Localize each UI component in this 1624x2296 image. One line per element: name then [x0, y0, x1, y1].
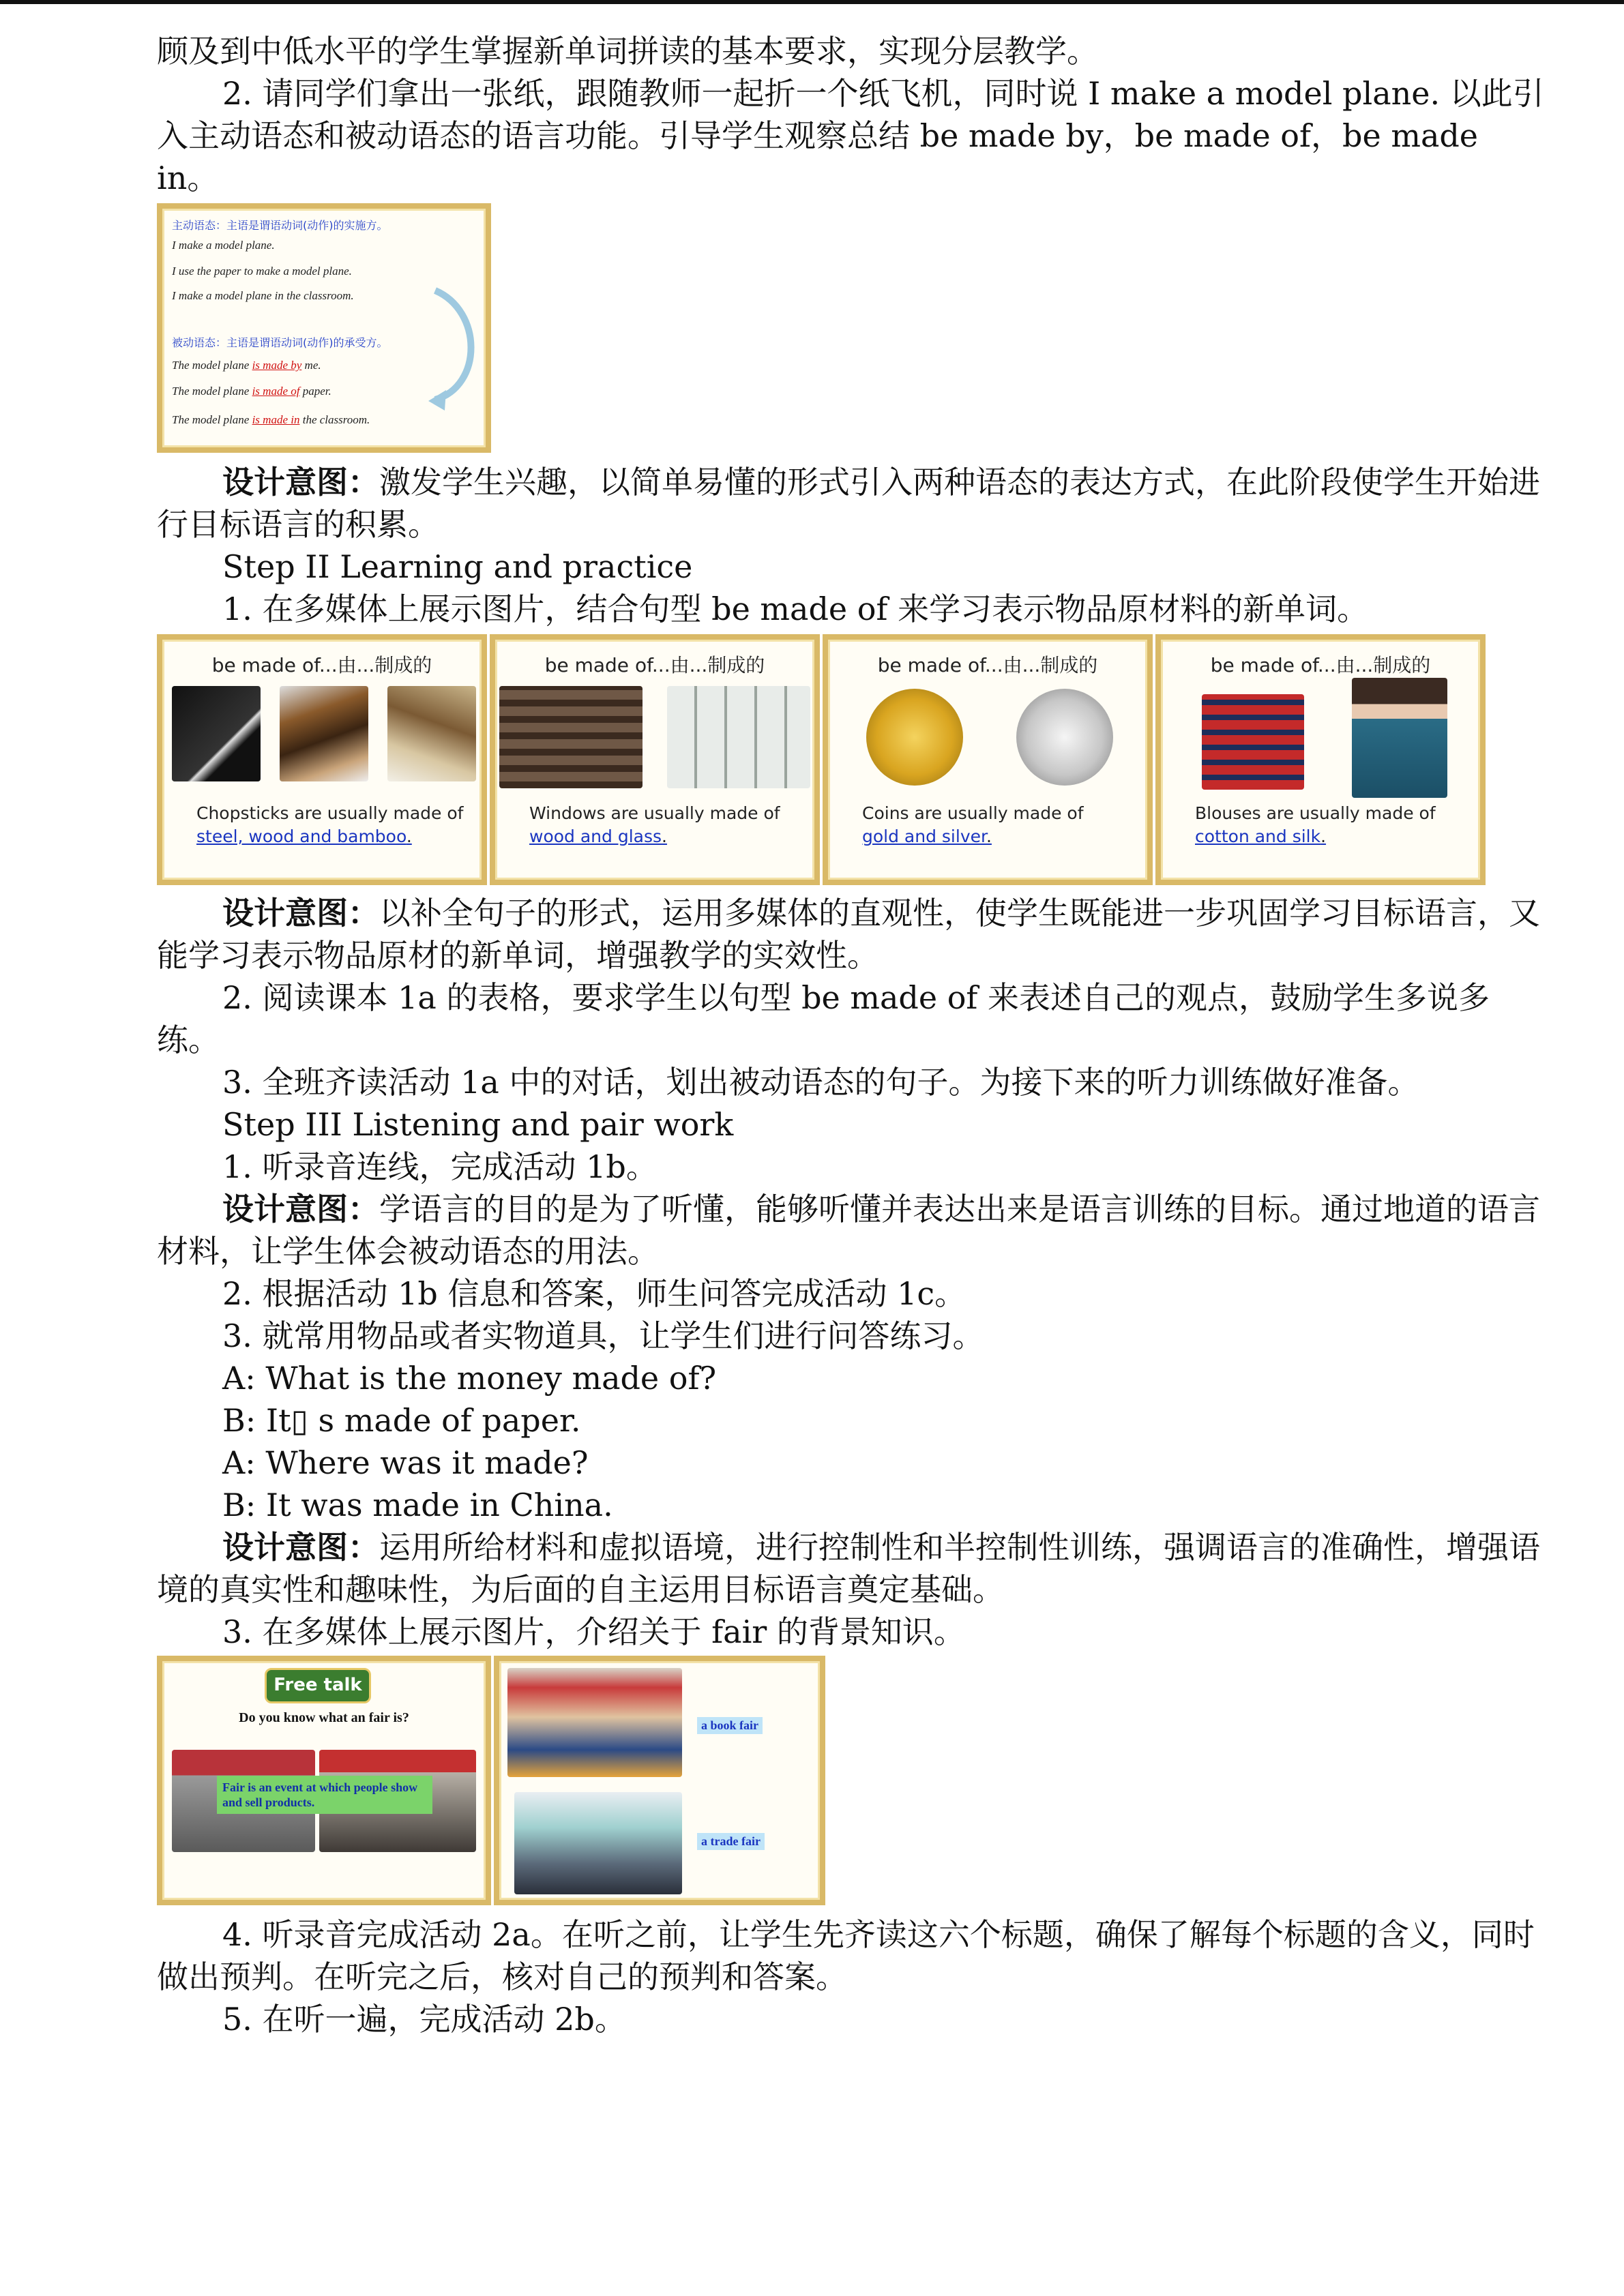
coins-slide — [823, 634, 1153, 885]
silver-coin-photo — [1016, 689, 1113, 786]
book-fair-label: a book fair — [697, 1717, 763, 1734]
chopsticks-photo — [172, 686, 261, 781]
blouses-slide — [1155, 634, 1486, 885]
glass-window-photo — [667, 686, 810, 788]
material-slides-row — [157, 634, 1548, 885]
step-3-heading: Step III Listening and pair work — [222, 1106, 734, 1143]
bamboo-chopsticks-photo — [387, 686, 476, 781]
book-fair-photo — [507, 1668, 682, 1777]
design-intent-3: 设计意图：学语言的目的是为了听懂，能够听懂并表达出来是语言训练的目标。通过地道的语言材料，让学生体会被动语态的用法。 — [157, 1191, 1540, 1270]
chopsticks-slide — [157, 634, 487, 885]
plaid-shirt-photo — [1202, 694, 1304, 790]
step-2-item-2: 2. 阅读课本 1a 的表格，要求学生以句型 be made of 来表述自己的观点，鼓励学生多说多练。 — [157, 979, 1490, 1058]
slide-caption: Chopsticks are usually made of — [196, 803, 464, 823]
wood-window-photo — [499, 686, 643, 788]
slide-caption: Coins are usually made of — [862, 803, 1084, 823]
fair-definition: Fair is an event at which people show and sell products. — [217, 1776, 432, 1814]
slide-title: be made of...由...制成的 — [877, 654, 1098, 676]
gold-coin-photo — [866, 689, 963, 786]
fair-types-slide — [494, 1656, 825, 1905]
design-intent-4: 设计意图：运用所给材料和虚拟语境，进行控制性和半控制性训练，强调语言的准确性，增强语境的真实性和趣味性，为后面的自主运用目标语言奠定基础。 — [157, 1529, 1540, 1608]
free-talk-slide — [157, 1656, 491, 1905]
step-2-item-3: 3. 全班齐读活动 1a 中的对话，划出被动语态的句子。为接下来的听力训练做好准备。 — [222, 1064, 1419, 1101]
passive-example: The model plane is made in the classroom. — [172, 413, 370, 426]
document-page — [157, 30, 1548, 2040]
active-example: I make a model plane. — [172, 239, 275, 252]
step-2-heading: Step II Learning and practice — [222, 548, 693, 585]
step-3-item-2: 2. 根据活动 1b 信息和答案，师生问答完成活动 1c。 — [222, 1275, 966, 1312]
dialogue-line: B: It▯ s made of paper. — [222, 1402, 581, 1439]
slide-answer: cotton and silk. — [1195, 826, 1327, 846]
passive-voice-heading: 被动语态：主语是谓语动词(动作)的承受方。 — [172, 336, 388, 349]
slide-answer: gold and silver. — [862, 826, 992, 846]
dialogue-line: A: What is the money made of? — [222, 1360, 717, 1397]
slide-title: be made of...由...制成的 — [211, 654, 432, 676]
dialogue-line: B: It was made in China. — [222, 1487, 613, 1523]
step-3-item-4: 4. 听录音完成活动 2a。在听之前，让学生先齐读这六个标题，确保了解每个标题的含义，同时做出预判。在听完之后，核对自己的预判和答案。 — [157, 1916, 1535, 1995]
slide-caption: Windows are usually made of — [529, 803, 780, 823]
active-example: I use the paper to make a model plane. — [172, 265, 352, 278]
step-3-item-1: 1. 听录音连线，完成活动 1b。 — [222, 1148, 658, 1185]
design-intent-2: 设计意图：以补全句子的形式，运用多媒体的直观性，使学生既能进一步巩固学习目标语言，又能学习表示物品原材的新单词，增强教学的实效性。 — [157, 895, 1540, 974]
slide-caption: Blouses are usually made of — [1195, 803, 1436, 823]
active-voice-heading: 主动语态：主语是谓语动词(动作)的实施方。 — [172, 219, 388, 232]
step-2-item-1: 1. 在多媒体上展示图片，结合句型 be made of 来学习表示物品原材料的新单词。 — [222, 591, 1369, 627]
fair-slides-row — [157, 1656, 1548, 1905]
slide-title: be made of...由...制成的 — [1210, 654, 1431, 676]
paragraph-paper-plane: 2. 请同学们拿出一张纸，跟随教师一起折一个纸飞机，同时说 I make a model plane. 以此引入主动语态和被动语态的语言功能。引导学生观察总结 be made by，be made of，be made in。 — [157, 75, 1544, 196]
slide-answer: steel, wood and bamboo. — [196, 826, 412, 846]
design-intent-1: 设计意图：激发学生兴趣，以简单易懂的形式引入两种语态的表达方式，在此阶段使学生开始进行目标语言的积累。 — [157, 464, 1540, 543]
step-3-item-5: 5. 在听一遍，完成活动 2b。 — [222, 2001, 626, 2038]
voice-slide — [157, 203, 491, 453]
step-3-item-fair: 3. 在多媒体上展示图片，介绍关于 fair 的背景知识。 — [222, 1613, 965, 1650]
passive-example: The model plane is made by me. — [172, 359, 321, 372]
slide-title: be made of...由...制成的 — [544, 654, 765, 676]
active-example: I make a model plane in the classroom. — [172, 289, 354, 302]
top-rule — [0, 0, 1624, 4]
trade-fair-photo — [514, 1792, 682, 1894]
free-talk-badge: Free talk — [265, 1668, 371, 1703]
passive-example: The model plane is made of paper. — [172, 385, 331, 398]
trade-fair-label: a trade fair — [697, 1833, 765, 1850]
dialogue-line: A: Where was it made? — [222, 1444, 589, 1481]
paragraph-layered-teaching: 顾及到中低水平的学生掌握新单词拼读的基本要求，实现分层教学。 — [157, 33, 1098, 70]
slide-answer: wood and glass. — [529, 826, 667, 846]
step-3-item-3: 3. 就常用物品或者实物道具，让学生们进行问答练习。 — [222, 1317, 984, 1354]
windows-slide — [490, 634, 820, 885]
silk-blouse-photo — [1352, 678, 1447, 798]
wooden-chopsticks-photo — [280, 686, 368, 781]
curved-arrow-icon — [422, 284, 476, 413]
fair-question: Do you know what an fair is? — [239, 1710, 409, 1725]
